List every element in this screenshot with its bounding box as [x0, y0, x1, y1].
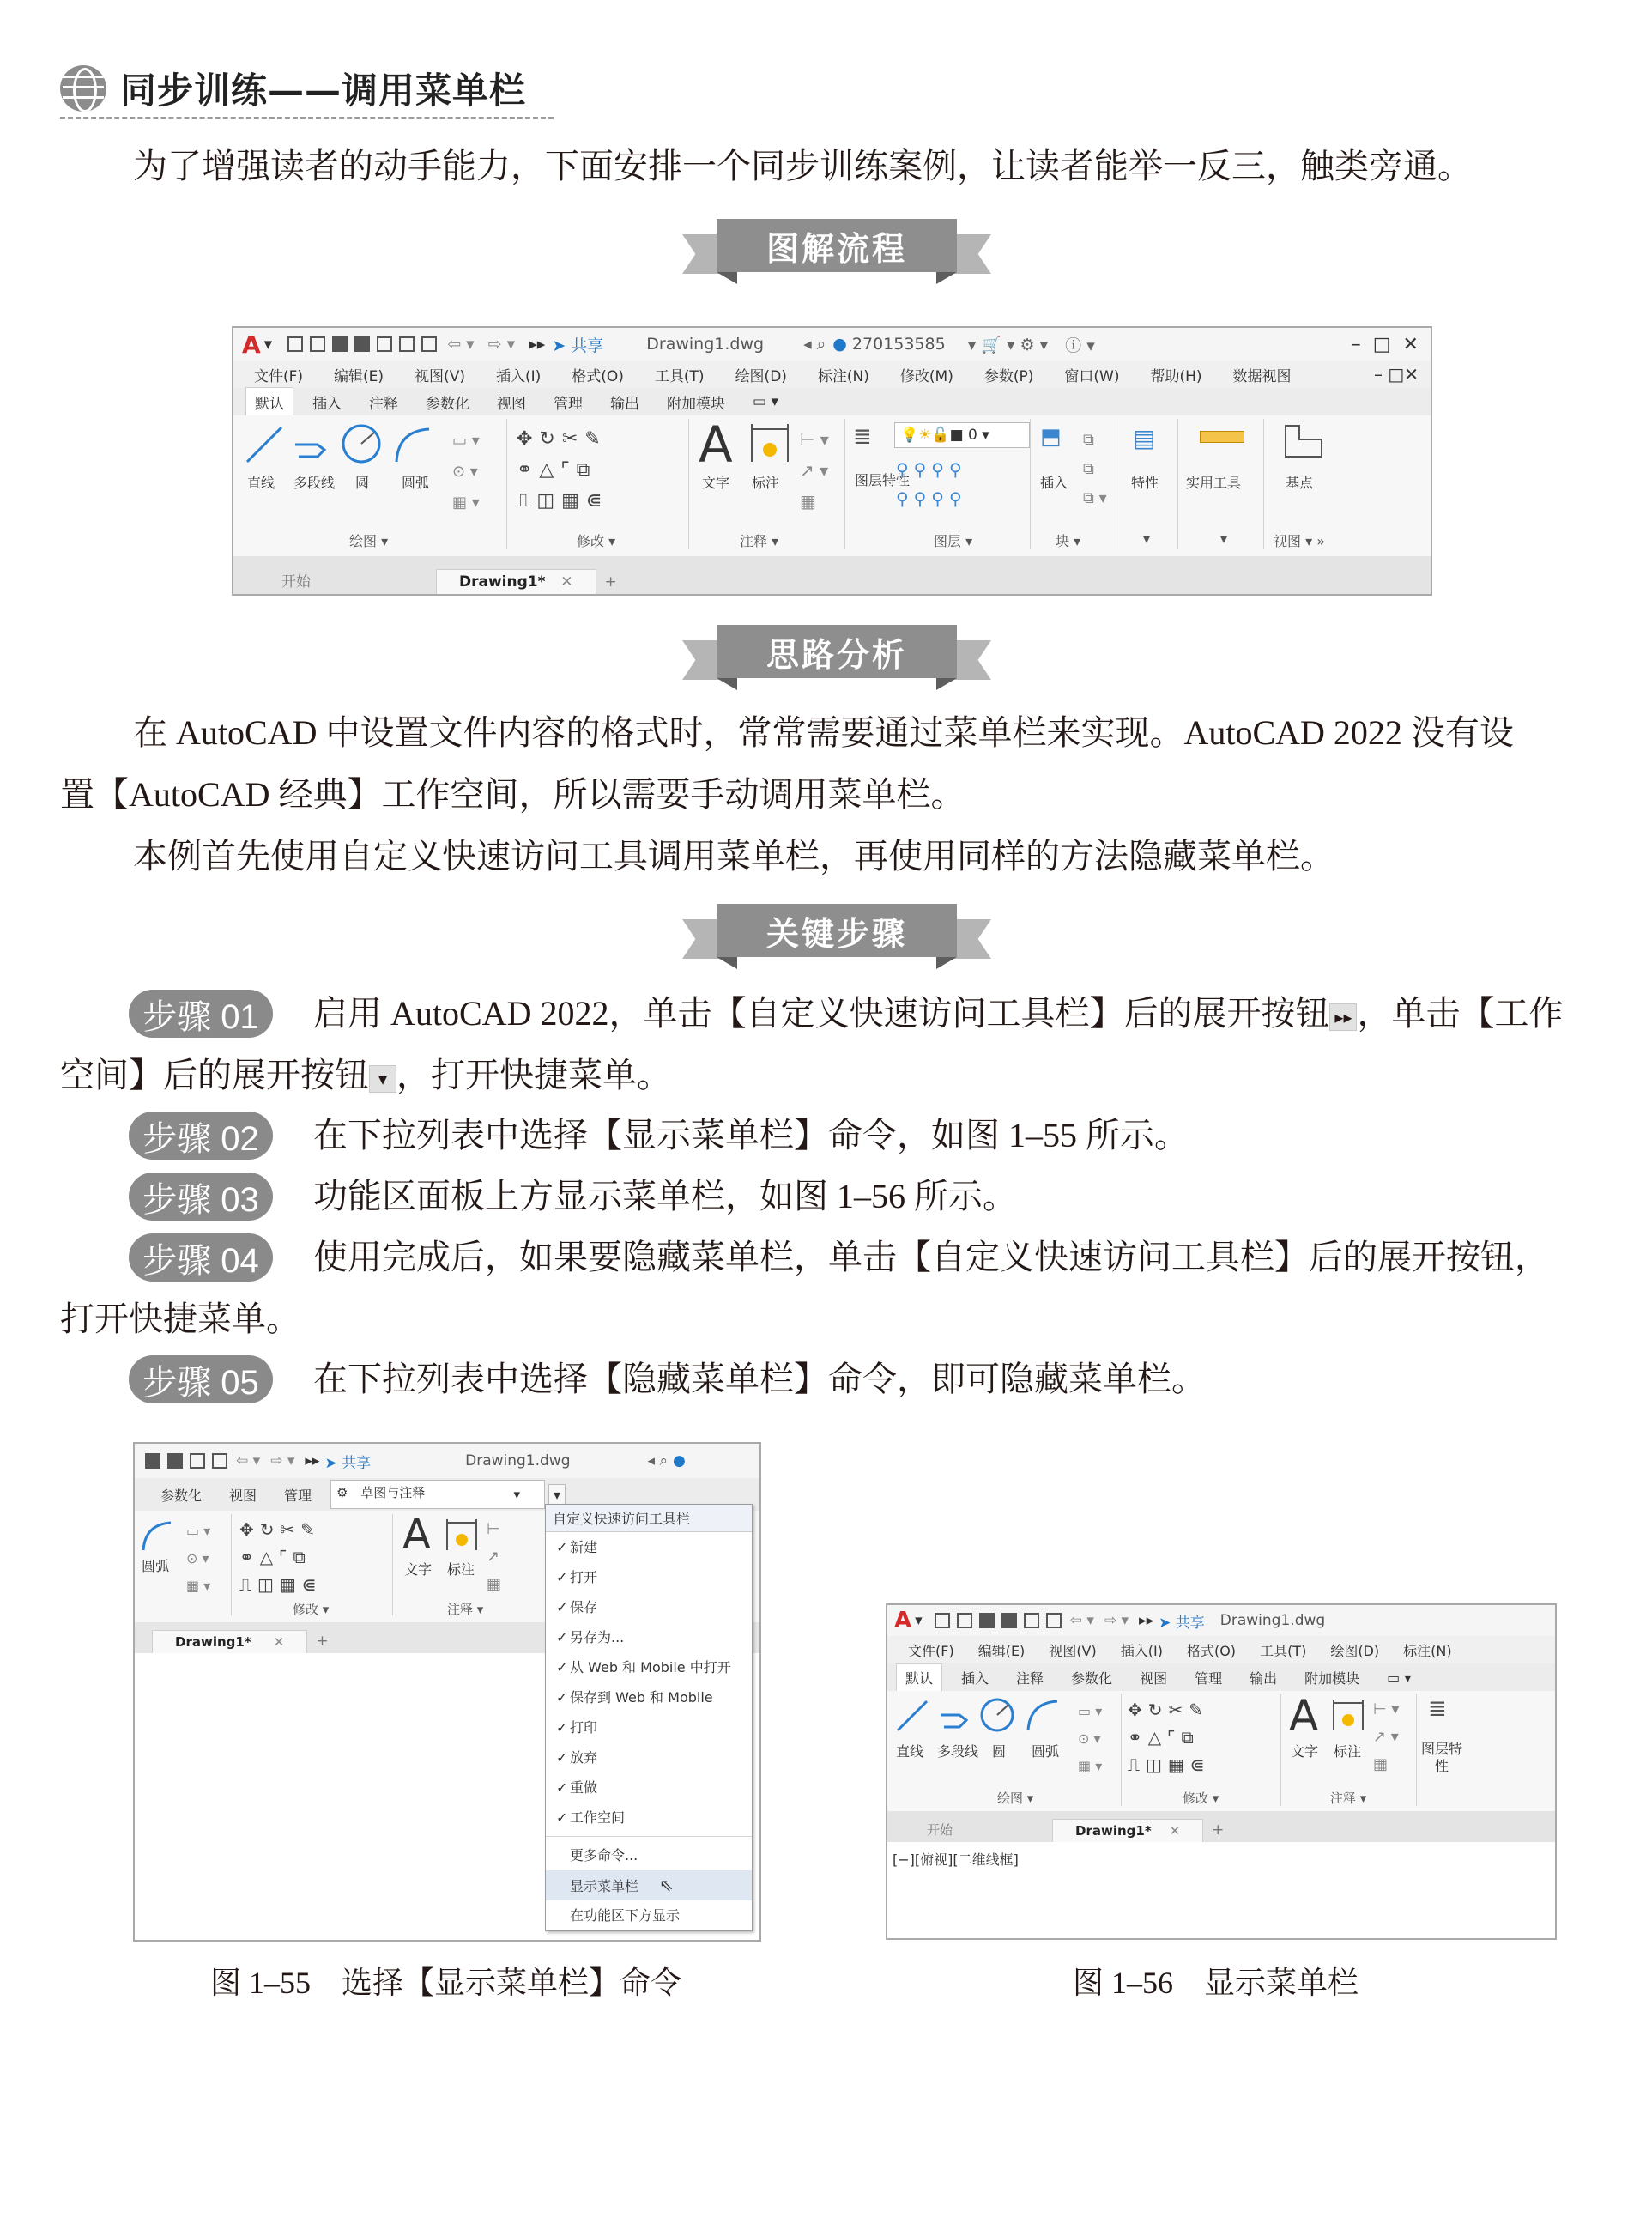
tool-layer-properties[interactable]: 图层特性 [1421, 1741, 1463, 1774]
tool-text[interactable]: 文字 [404, 1561, 433, 1578]
tool-dimension[interactable]: 标注 [1334, 1743, 1362, 1760]
tab-output[interactable]: 输出 [1250, 1669, 1278, 1687]
polyline-icon[interactable] [937, 1698, 973, 1734]
panel-annotate: 注释 [447, 1602, 474, 1617]
file-tab-drawing1[interactable] [1052, 1819, 1203, 1842]
new-icon[interactable] [935, 1613, 950, 1628]
step-04-line-2: 打开快捷菜单。 [60, 1300, 300, 1338]
undo-icon[interactable]: ⇦ ▾ [236, 1452, 261, 1469]
tool-utilities[interactable]: 实用工具 [1186, 475, 1242, 491]
panel-modify: 修改 [1183, 1791, 1209, 1806]
ribbon-steps-label: 关键步骤 [717, 904, 957, 957]
redo-icon[interactable]: ⇨ ▾ [270, 1452, 295, 1469]
menu-item[interactable]: 帮助(H) [1150, 367, 1202, 385]
ribbon-options-icon[interactable]: ▭ ▾ [1387, 1669, 1412, 1686]
menu-item[interactable]: 工具(T) [654, 367, 705, 385]
menu-item[interactable]: 插入(I) [1120, 1642, 1163, 1659]
ribbon-tabs [233, 388, 1431, 416]
layer-tool-icons[interactable]: ⚲⚲⚲⚲ ⚲⚲⚲⚲ [896, 459, 967, 509]
properties-icon[interactable]: ▤ [1133, 424, 1156, 452]
polyline-icon[interactable] [292, 424, 333, 465]
ribbon-analysis-label: 思路分析 [717, 625, 957, 678]
analysis-line-1: 在 AutoCAD 中设置文件内容的格式时，常常需要通过菜单栏来实现。AutoCAD 2022 没有设 [133, 713, 1514, 752]
tool-arc[interactable]: 圆弧 [402, 475, 430, 491]
panel-annotate-label[interactable]: 注释 ▾ [447, 1602, 484, 1617]
line-icon[interactable] [244, 424, 285, 465]
modify-icons[interactable]: ✥↻✂✎ ⚭△⌜⧉ ⎍◫▦⋐ [1128, 1700, 1211, 1775]
step-01-text-d: ，打开快捷菜单。 [396, 1056, 671, 1094]
analysis-paragraph-2: 本例首先使用自定义快速访问工具调用菜单栏，再使用同样的方法隐藏菜单栏。 [133, 837, 1334, 876]
draw-small-icons[interactable]: ▭ ▾ ⊙ ▾ ▦ ▾ [452, 432, 480, 512]
fig56-drawing-area[interactable] [887, 1842, 1555, 1938]
menu-item-workspace[interactable]: ✓ 工作空间 [556, 1809, 626, 1826]
quick-access-toolbar [233, 328, 1431, 361]
share-label: 共享 [1175, 1614, 1205, 1632]
tool-properties[interactable]: 特性 [1131, 475, 1159, 491]
base-point-icon[interactable] [1282, 422, 1325, 460]
menu-item[interactable]: 绘图(D) [1330, 1642, 1380, 1659]
panel-modify: 修改 [577, 533, 605, 549]
menu-item[interactable]: 绘图(D) [735, 367, 787, 385]
ribbon-flow-label: 图解流程 [717, 219, 957, 272]
panel-modify-label[interactable]: 修改 ▾ [1183, 1791, 1219, 1806]
menu-item-label: 工作空间 [570, 1809, 626, 1826]
search-icon[interactable]: ◂ ⌕ [803, 335, 826, 354]
open-icon[interactable] [957, 1613, 972, 1628]
step-02-line-1: 在下拉列表中选择【显示菜单栏】命令，如图 1–55 所示。 [313, 1116, 1189, 1154]
text-icon[interactable]: A [699, 415, 733, 474]
step-01-text-c: 空间】后的展开按钮 [60, 1056, 369, 1094]
web-open-icon[interactable] [1024, 1613, 1039, 1628]
tab-addins[interactable]: 附加模块 [667, 395, 725, 413]
step-01-text-a: 启用 AutoCAD 2022，单击【自定义快速访问工具栏】后的展开按钮 [313, 994, 1330, 1033]
user-name[interactable]: 270153585 [851, 335, 946, 354]
menu-item-show-menu-bar[interactable] [546, 1870, 752, 1900]
ribbon-panels [233, 415, 1431, 556]
menu-item[interactable]: 工具(T) [1260, 1642, 1307, 1659]
ribbon-analysis [682, 625, 991, 690]
tool-dimension[interactable]: 标注 [752, 475, 780, 491]
save-icon[interactable] [332, 336, 348, 352]
modify-icons[interactable]: ✥↻✂✎ ⚭△⌜⧉ ⎍◫▦⋐ [239, 1519, 323, 1595]
step-01-badge: 步骤 01 [129, 990, 273, 1038]
tool-circle[interactable]: 圆 [355, 475, 370, 491]
tab-view[interactable]: 视图 [229, 1487, 257, 1504]
new-tab-icon[interactable]: + [604, 573, 617, 591]
menu-item-label: 更多命令... [570, 1847, 638, 1863]
close-icon[interactable]: ✕ [1169, 1823, 1181, 1839]
menu-item-label: 新建 [570, 1539, 598, 1555]
workspace-value: 草图与注释 [360, 1485, 426, 1500]
tool-text[interactable]: 文字 [1291, 1743, 1319, 1760]
undo-icon[interactable]: ⇦ ▾ [447, 335, 475, 354]
menu-item-label: 打开 [570, 1569, 598, 1585]
tool-insert[interactable]: 插入 [1040, 475, 1068, 491]
redo-icon[interactable]: ⇨ ▾ [487, 335, 516, 354]
menu-item[interactable]: 编辑(E) [334, 367, 384, 385]
ribbon-steps [682, 904, 991, 969]
share-button[interactable]: ➤ 共享 [324, 1454, 372, 1472]
menu-item[interactable]: 修改(M) [899, 367, 953, 385]
tool-polyline[interactable]: 多段线 [293, 475, 336, 491]
dimension-icon[interactable] [444, 1518, 480, 1554]
file-title: Drawing1.dwg [646, 335, 765, 354]
tab-manage[interactable]: 管理 [554, 395, 583, 413]
draw-small-icons[interactable]: ▭ ▾ ⊙ ▾ ▦ ▾ [1078, 1703, 1103, 1774]
qat-expand-icon[interactable]: ▸▸ [305, 1452, 320, 1469]
layer-value: 0 [968, 427, 977, 444]
step-01-line-1 [313, 983, 1563, 1045]
step-03-badge: 步骤 03 [129, 1173, 273, 1221]
step-02-badge: 步骤 02 [129, 1112, 273, 1160]
autocad-screenshot-main [232, 326, 1432, 596]
step-05-line-1: 在下拉列表中选择【隐藏菜单栏】命令，即可隐藏菜单栏。 [313, 1360, 1206, 1398]
file-tab-start[interactable]: 开始 [927, 1822, 953, 1838]
modify-icons[interactable]: ✥↻✂✎ ⚭△⌜⧉ ⎍◫▦⋐ [517, 428, 609, 512]
menu-item-show-below-ribbon[interactable] [546, 1900, 752, 1930]
customize-qat-menu [545, 1504, 753, 1931]
panel-draw-label[interactable]: 绘图 ▾ [997, 1791, 1034, 1806]
circle-icon[interactable] [978, 1696, 1016, 1734]
tab-parametric[interactable]: 参数化 [160, 1487, 203, 1504]
menu-item-label: 另存为... [570, 1629, 625, 1645]
panel-modify: 修改 [293, 1602, 319, 1617]
tab-insert[interactable]: 插入 [312, 395, 342, 413]
menu-item[interactable]: 格式(O) [572, 367, 624, 385]
menu-item-more-commands[interactable] [546, 1840, 752, 1870]
menu-item[interactable]: 视图(V) [1049, 1642, 1097, 1659]
tab-parametric[interactable]: 参数化 [426, 395, 469, 413]
menu-item[interactable]: 数据视图 [1232, 367, 1292, 385]
fig56-ribbon-tabs [887, 1663, 1555, 1692]
panel-annotate-label[interactable]: 注释 ▾ [1330, 1791, 1367, 1806]
panel-layers-label[interactable]: 图层 ▾ [934, 533, 973, 549]
dimension-icon[interactable] [748, 422, 791, 465]
panel-properties-expand[interactable]: ▾ [1143, 530, 1151, 547]
fig56-ribbon-panels [887, 1691, 1555, 1811]
expand-button-icon: ▸▸ [1329, 1003, 1357, 1031]
menu-item-label: 保存到 Web 和 Mobile [570, 1689, 713, 1706]
plot-icon[interactable] [421, 336, 437, 352]
close-icon[interactable]: ✕ [560, 573, 573, 591]
save-as-icon[interactable] [167, 1453, 183, 1469]
save-as-icon[interactable] [354, 336, 370, 352]
new-tab-icon[interactable]: + [316, 1633, 329, 1650]
redo-icon[interactable]: ⇨ ▾ [1104, 1612, 1129, 1629]
annotate-small-icons[interactable]: ⊢ ▾ ↗ ▾ ▦ [800, 429, 829, 512]
web-open-icon[interactable] [377, 336, 392, 352]
workspace-dropdown[interactable]: ⚙ 草图与注释 ▾ [330, 1480, 545, 1509]
figure-1-55-caption: 图 1–55 选择【显示菜单栏】命令 [210, 1966, 682, 2000]
autocad-logo[interactable]: A [242, 330, 261, 359]
draw-small-icons[interactable]: ▭ ▾ ⊙ ▾ ▦ ▾ [186, 1523, 211, 1594]
web-save-icon[interactable] [399, 336, 415, 352]
search-icon[interactable]: ◂ ⌕ [647, 1452, 668, 1469]
panel-view: 视图 [1274, 533, 1302, 549]
tab-insert[interactable]: 插入 [961, 1669, 989, 1687]
tool-circle[interactable]: 圆 [992, 1743, 1007, 1760]
menu-item[interactable]: 窗口(W) [1064, 367, 1120, 385]
qat-expand-icon[interactable]: ▸▸ [1139, 1612, 1154, 1629]
layer-properties-icon[interactable]: ≣ [1428, 1696, 1447, 1722]
tool-arc[interactable]: 圆弧 [1032, 1743, 1060, 1760]
tab-addins[interactable]: 附加模块 [1304, 1669, 1360, 1687]
viewport-controls[interactable]: [−][俯视][二维线框] [893, 1851, 1019, 1868]
panel-annotate: 注释 [740, 533, 768, 549]
tool-base-point[interactable]: 基点 [1286, 475, 1314, 491]
menu-item-label: 在功能区下方显示 [570, 1907, 681, 1924]
tab-default[interactable]: 默认 [245, 387, 293, 416]
menu-item-open[interactable]: ✓ 打开 [556, 1569, 598, 1585]
cursor-icon: ⇖ [659, 1875, 674, 1895]
workspace-expand-button[interactable]: ▾ [548, 1484, 566, 1506]
file-tab-drawing1-label: Drawing1* [175, 1634, 251, 1650]
doc-window-controls[interactable]: – □✕ [1373, 364, 1419, 385]
autocad-logo[interactable]: A [894, 1608, 912, 1633]
panel-utilities-expand[interactable]: ▾ [1220, 530, 1228, 547]
section-title: 同步训练——调用菜单栏 [120, 70, 527, 112]
tool-arc[interactable]: 圆弧 [142, 1558, 170, 1574]
text-icon[interactable]: A [402, 1511, 431, 1559]
user-icon[interactable]: ● [832, 335, 847, 354]
annotate-small-icons[interactable]: ⊢ ▾ ↗ ▾ ▦ [1373, 1700, 1400, 1773]
step-01-line-2 [60, 1045, 671, 1106]
step-03-line-1: 功能区面板上方显示菜单栏，如图 1–56 所示。 [313, 1177, 1017, 1215]
menu-item-undo[interactable]: ✓ 放弃 [556, 1749, 598, 1766]
panel-annotate-label[interactable]: 注释 ▾ [740, 533, 779, 549]
panel-layers: 图层 [934, 533, 962, 549]
menu-item[interactable]: 编辑(E) [977, 1642, 1026, 1659]
help-icon[interactable]: ⓘ ▾ [1065, 336, 1095, 355]
step-01-text-b: ，单击【工作 [1357, 994, 1564, 1033]
ribbon-options-icon[interactable]: ▭ ▾ [753, 393, 778, 410]
file-title: Drawing1.dwg [465, 1452, 571, 1469]
panel-block: 块 [1056, 533, 1070, 549]
dimension-icon[interactable] [1330, 1698, 1366, 1734]
panel-block-label[interactable]: 块 ▾ [1056, 533, 1081, 549]
ribbon-flow [682, 219, 991, 284]
block-small-icons[interactable]: ⧉ ⧉ ⧉ ▾ [1083, 431, 1107, 507]
save-icon[interactable] [979, 1613, 995, 1628]
menu-item[interactable]: 格式(O) [1186, 1642, 1237, 1659]
insert-block-icon[interactable]: ⬒ [1040, 424, 1062, 450]
tab-view[interactable]: 视图 [497, 395, 526, 413]
menu-item-save-as[interactable]: ✓ 另存为... [556, 1629, 625, 1645]
tab-manage[interactable]: 管理 [284, 1487, 312, 1504]
open-icon[interactable] [310, 336, 325, 352]
window-controls[interactable]: – □ ✕ [1351, 333, 1419, 355]
tab-default[interactable]: 默认 [896, 1663, 942, 1691]
file-tab-drawing1-label: Drawing1* [459, 573, 546, 591]
menu-item[interactable]: 插入(I) [495, 367, 542, 385]
save-icon[interactable] [145, 1453, 160, 1469]
layer-dropdown[interactable]: 💡☀🔓■ 0 ▾ [894, 422, 1030, 448]
menu-title: 自定义快速访问工具栏 [546, 1505, 752, 1532]
menu-item[interactable]: 参数(P) [983, 367, 1034, 385]
menu-item[interactable]: 文件(F) [908, 1642, 954, 1659]
fig56-file-tabs [887, 1811, 1555, 1842]
menu-item-save-web-mobile[interactable]: ✓ 保存到 Web 和 Mobile [556, 1689, 713, 1706]
figure-1-56-caption: 图 1–56 显示菜单栏 [1073, 1966, 1359, 2000]
menu-item[interactable]: 文件(F) [254, 367, 304, 385]
new-icon[interactable] [287, 336, 303, 352]
plot-icon[interactable] [212, 1453, 227, 1469]
file-tab-drawing1[interactable] [152, 1630, 307, 1653]
tool-dimension[interactable]: 标注 [447, 1561, 475, 1578]
panel-modify-label[interactable]: 修改 ▾ [293, 1602, 330, 1617]
section-header [60, 60, 526, 117]
tab-annotate[interactable]: 注释 [369, 395, 398, 413]
logo-dropdown-icon[interactable]: ▾ [263, 335, 273, 354]
globe-icon [60, 65, 106, 112]
arc-icon[interactable] [391, 424, 433, 465]
menu-item-plot[interactable]: ✓ 打印 [556, 1719, 598, 1736]
panel-draw: 绘图 [349, 533, 378, 549]
tab-view[interactable]: 视图 [1140, 1669, 1168, 1687]
menu-item-open-web-mobile[interactable]: ✓ 从 Web 和 Mobile 中打开 [556, 1659, 731, 1676]
menu-item-new[interactable]: ✓ 新建 [556, 1539, 598, 1555]
file-tab-drawing1-label: Drawing1* [1075, 1823, 1152, 1839]
user-icon[interactable]: ● [672, 1452, 686, 1469]
menu-item-label: 显示菜单栏 [570, 1878, 639, 1894]
tool-line[interactable]: 直线 [896, 1743, 924, 1760]
new-tab-icon[interactable]: + [1212, 1821, 1225, 1839]
web-save-icon[interactable] [190, 1453, 205, 1469]
line-icon[interactable] [894, 1698, 930, 1734]
menu-item-label: 放弃 [570, 1749, 598, 1766]
tab-annotate[interactable]: 注释 [1016, 1669, 1044, 1687]
file-tab-drawing1[interactable] [436, 569, 596, 594]
menu-item-label: 从 Web 和 Mobile 中打开 [570, 1659, 731, 1676]
step-05-badge: 步骤 05 [129, 1355, 273, 1403]
tool-line[interactable]: 直线 [247, 475, 275, 491]
header-divider [60, 117, 554, 119]
share-label: 共享 [342, 1454, 372, 1472]
panel-draw-label[interactable]: 绘图 ▾ [349, 533, 389, 549]
intro-paragraph: 为了增强读者的动手能力，下面安排一个同步训练案例，让读者能举一反三，触类旁通。 [133, 147, 1472, 185]
annotate-small-icons[interactable]: ⊢ ↗ ▦ [487, 1520, 502, 1593]
tab-parametric[interactable]: 参数化 [1071, 1669, 1113, 1687]
menu-item-label: 打印 [570, 1719, 598, 1736]
fig56-menu-bar [887, 1636, 1555, 1663]
cart-icon[interactable]: ▾ 🛒 ▾ ⚙ ▾ [967, 335, 1049, 354]
share-label: 共享 [571, 336, 604, 355]
logo-dropdown-icon[interactable]: ▾ [915, 1612, 923, 1629]
tool-layer-properties[interactable]: 图层特性 [855, 472, 911, 488]
analysis-line-2: 置【AutoCAD 经典】工作空间，所以需要手动调用菜单栏。 [60, 775, 965, 814]
panel-view-label[interactable]: 视图 ▾ » [1274, 533, 1326, 549]
menu-bar [233, 361, 1431, 388]
qat-expand-icon[interactable]: ▸▸ [529, 335, 546, 354]
dropdown-arrow-icon: ▾ [369, 1065, 396, 1093]
fig55-quick-access-toolbar [135, 1444, 759, 1478]
share-button[interactable]: ➤ 共享 [1159, 1614, 1205, 1632]
text-icon[interactable]: A [1289, 1691, 1319, 1741]
menu-item-redo[interactable]: ✓ 重做 [556, 1779, 598, 1796]
file-tab-start[interactable]: 开始 [281, 573, 311, 591]
circle-icon[interactable] [340, 422, 383, 465]
figure-1-56-screenshot [886, 1603, 1557, 1940]
close-icon[interactable]: ✕ [273, 1634, 285, 1650]
menu-item[interactable]: 标注(N) [1403, 1642, 1452, 1659]
plot-icon[interactable] [1046, 1613, 1062, 1628]
tab-output[interactable]: 输出 [610, 395, 639, 413]
step-04-line-1: 使用完成后，如果要隐藏菜单栏，单击【自定义快速访问工具栏】后的展开按钮， [313, 1238, 1549, 1276]
fig56-quick-access-toolbar [887, 1605, 1555, 1636]
panel-modify-label[interactable]: 修改 ▾ [577, 533, 616, 549]
menu-item[interactable]: 标注(N) [817, 367, 869, 385]
save-as-icon[interactable] [1001, 1613, 1017, 1628]
arc-icon[interactable] [1025, 1698, 1061, 1734]
menu-item-save[interactable]: ✓ 保存 [556, 1599, 598, 1615]
step-04-badge: 步骤 04 [129, 1233, 273, 1282]
panel-draw: 绘图 [997, 1791, 1024, 1806]
menu-item[interactable]: 视图(V) [415, 367, 465, 385]
menu-item-label: 重做 [570, 1779, 598, 1796]
tool-polyline[interactable]: 多段线 [937, 1743, 979, 1760]
arc-icon[interactable] [140, 1519, 174, 1554]
menu-item-label: 保存 [570, 1599, 598, 1615]
figure-1-55-screenshot [133, 1442, 761, 1942]
share-button[interactable]: ➤ 共享 [552, 336, 604, 355]
tab-manage[interactable]: 管理 [1195, 1669, 1223, 1687]
panel-annotate: 注释 [1330, 1791, 1357, 1806]
tool-text[interactable]: 文字 [702, 475, 730, 491]
file-tabs [233, 556, 1431, 594]
file-title: Drawing1.dwg [1219, 1612, 1326, 1629]
layer-properties-icon[interactable]: ≣ [853, 424, 872, 450]
undo-icon[interactable]: ⇦ ▾ [1069, 1612, 1094, 1629]
utilities-icon[interactable] [1200, 431, 1244, 443]
